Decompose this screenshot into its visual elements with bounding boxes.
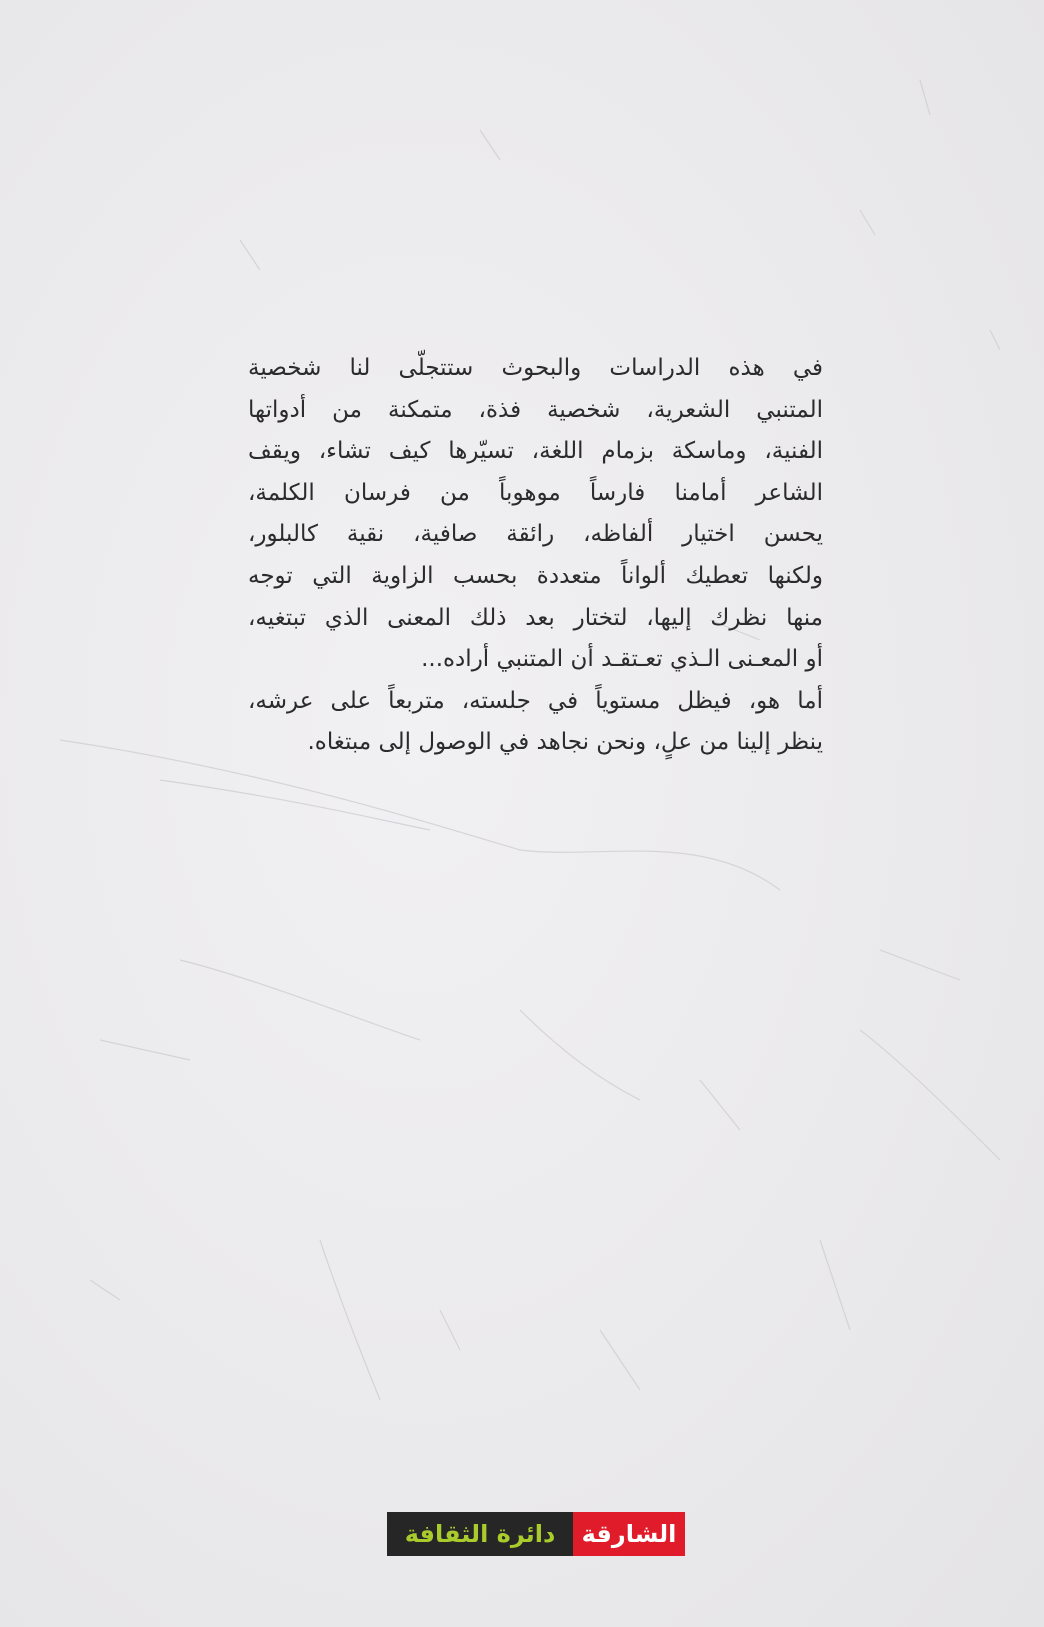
blurb-line: المتنبي الشعرية، شخصية فذة، متمكنة من أدواتها xyxy=(248,396,823,423)
blurb-line: في هذه الدراسات والبحوث ستتجلّى لنا شخصية xyxy=(248,355,823,381)
blurb-line: يحسن اختيار ألفاظه، رائقة صافية، نقية كالبلور، xyxy=(248,521,823,548)
blurb-line: الفنية، وماسكة بزمام اللغة، تسيّرها كيف تشاء، ويقف xyxy=(248,438,823,465)
blurb-line: أو المعـنى الـذي تعـتقـد أن المتنبي أراده... xyxy=(421,646,823,673)
back-cover-blurb xyxy=(248,348,823,764)
blurb-line: أما هو، فيظل مستوياً في جلسته، متربعاً على عرشه، xyxy=(248,687,823,714)
blurb-line: الشاعر أمامنا فارساً موهوباً من فرسان الكلمة، xyxy=(248,479,823,506)
publisher-logo xyxy=(387,1512,685,1556)
blurb-line: ينظر إلينا من علٍ، ونحن نجاهد في الوصول إلى مبتغاه. xyxy=(307,729,823,756)
blurb-line: ولكنها تعطيك ألواناً متعددة بحسب الزاوية التي توجه xyxy=(248,562,823,589)
blurb-line: منها نظرك إليها، لتختار بعد ذلك المعنى الذي تبتغيه، xyxy=(248,604,823,631)
publisher-logo-name: دائرة الثقافة xyxy=(387,1512,573,1556)
publisher-logo-city: الشارقة xyxy=(573,1512,685,1556)
